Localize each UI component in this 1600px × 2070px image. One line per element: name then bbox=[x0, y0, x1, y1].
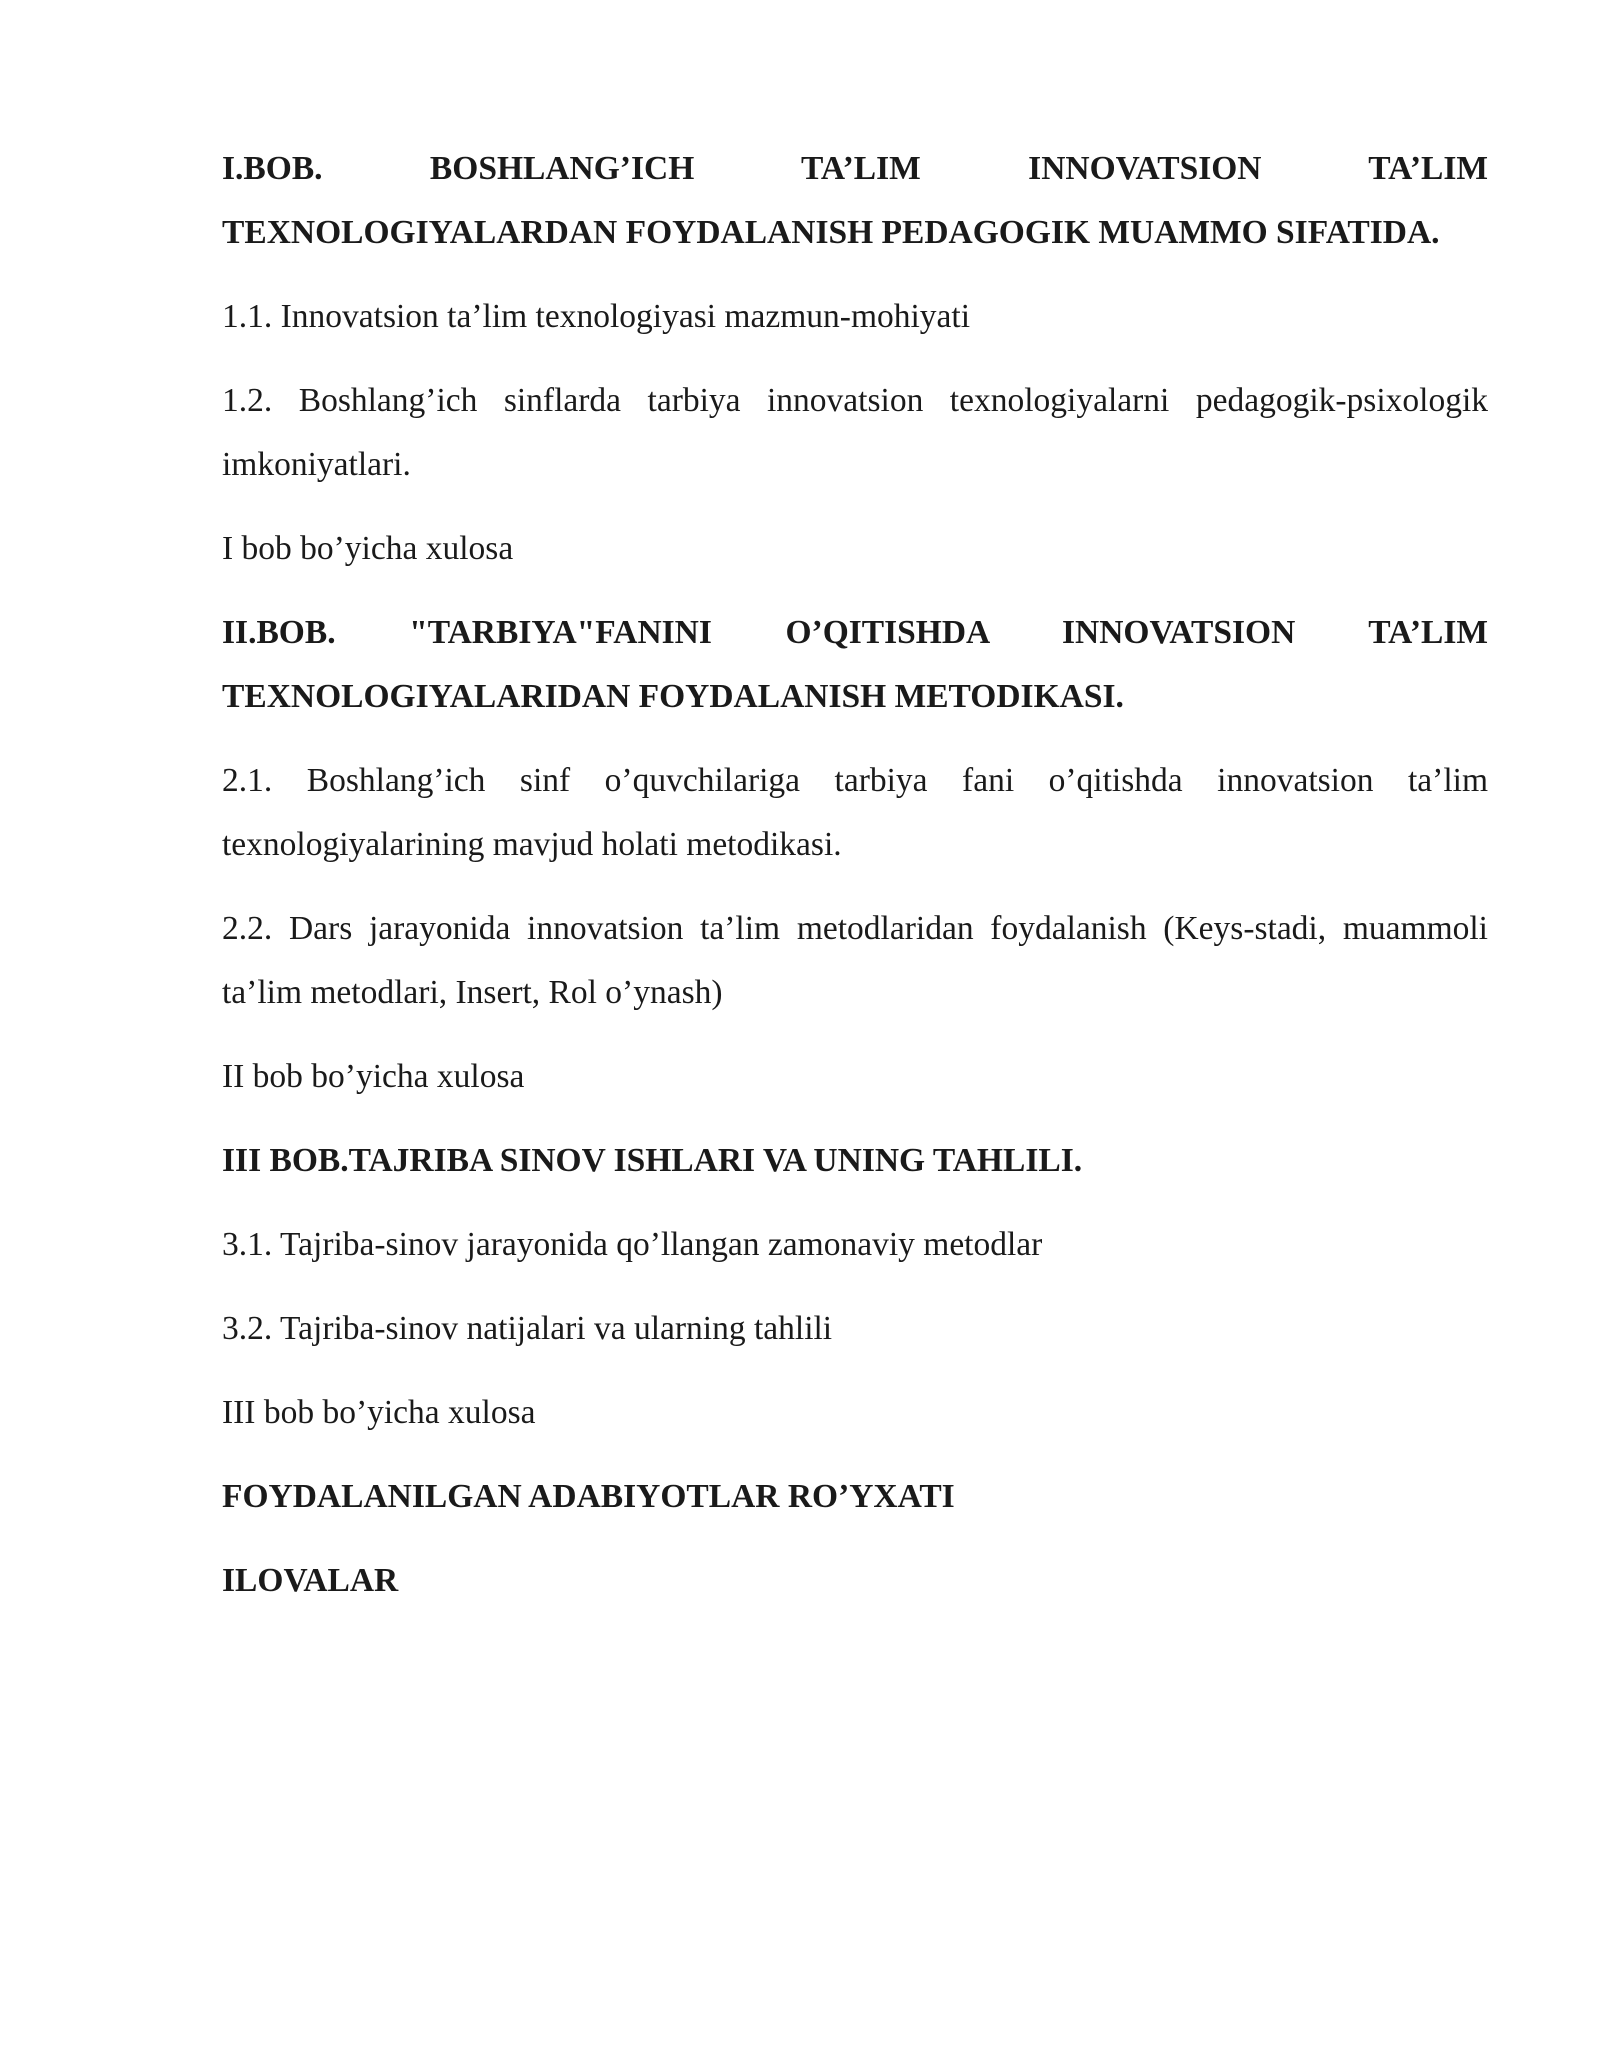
chapter-1-heading: I.BOB. BOSHLANG’ICH TA’LIM INNOVATSION TA’LIM TEXNOLOGIYALARDAN FOYDALANISH PEDAGOGIK MUAMMO SIFATIDA. bbox=[222, 150, 1488, 251]
bibliography-heading: FOYDALANILGAN ADABIYOTLAR RO’YXATI bbox=[222, 1478, 955, 1515]
section-1-2: 1.2. Boshlang’ich sinflarda tarbiya innovatsion texnologiyalarni pedagogik-psixologik imkoniyatlari. bbox=[222, 382, 1488, 483]
chapter-3-conclusion: III bob bo’yicha xulosa bbox=[222, 1394, 536, 1431]
chapter-3-heading: III BOB.TAJRIBA SINOV ISHLARI VA UNING TAHLILI. bbox=[222, 1142, 1083, 1179]
chapter-2-heading: II.BOB. "TARBIYA"FANINI O’QITISHDA INNOVATSION TA’LIM TEXNOLOGIYALARIDAN FOYDALANISH METODIKASI. bbox=[222, 614, 1488, 715]
section-3-1: 3.1. Tajriba-sinov jarayonida qo’llangan zamonaviy metodlar bbox=[222, 1226, 1043, 1263]
section-2-2: 2.2. Dars jarayonida innovatsion ta’lim metodlaridan foydalanish (Keys-stadi, muammoli ta’lim metodlari, Insert, Rol o’ynash) bbox=[222, 910, 1488, 1011]
chapter-2-conclusion: II bob bo’yicha xulosa bbox=[222, 1058, 525, 1095]
section-2-1: 2.1. Boshlang’ich sinf o’quvchilariga tarbiya fani o’qitishda innovatsion ta’lim texnologiyalarining mavjud holati metodikasi. bbox=[222, 762, 1488, 863]
section-1-1: 1.1. Innovatsion ta’lim texnologiyasi mazmun-mohiyati bbox=[222, 298, 971, 335]
table-of-contents bbox=[222, 137, 1488, 1633]
section-3-2: 3.2. Tajriba-sinov natijalari va ularning tahlili bbox=[222, 1310, 833, 1347]
appendices-heading: ILOVALAR bbox=[222, 1562, 399, 1599]
chapter-1-conclusion: I bob bo’yicha xulosa bbox=[222, 530, 514, 567]
